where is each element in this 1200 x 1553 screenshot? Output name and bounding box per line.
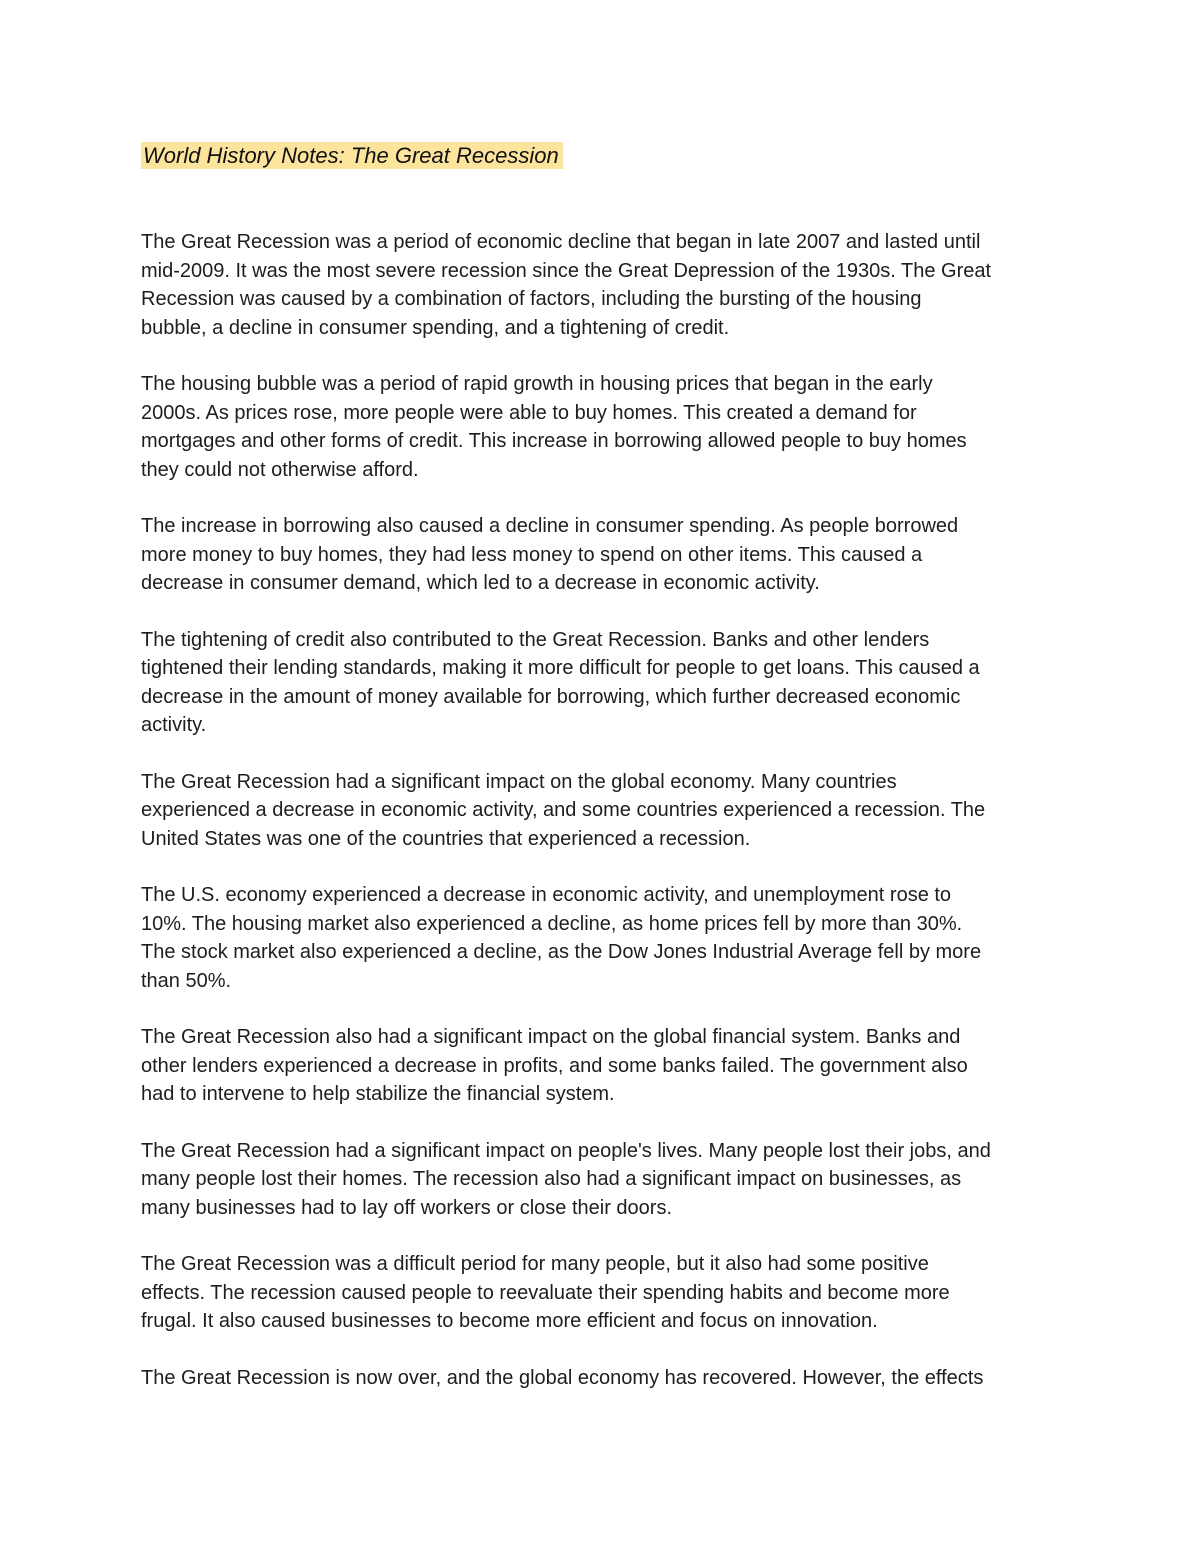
document-title — [141, 140, 563, 172]
document-body — [141, 228, 1071, 1420]
paragraph-7: The Great Recession also had a significant impact on the global financial system. Banks and other lenders experienced a decrease in profits, and some banks failed. The government also had to intervene to help stabilize the financial system. — [141, 1026, 968, 1105]
paragraph-4: The tightening of credit also contributed to the Great Recession. Banks and other lenders tightened their lending standards, making it more difficult for people to get loans. This caused a decrease in the amount of money available for borrowing, which further decreased economic activity. — [141, 628, 980, 736]
paragraph-1: The Great Recession was a period of economic decline that began in late 2007 and lasted until mid-2009. It was the most severe recession since the Great Depression of the 1930s. The Great Recession was caused by a combination of factors, including the bursting of the housing bubble, a decline in consumer spending, and a tightening of credit. — [141, 231, 992, 339]
document-title-text: World History Notes: The Great Recession — [141, 142, 563, 169]
paragraph-9: The Great Recession was a difficult period for many people, but it also had some positive effects. The recession caused people to reevaluate their spending habits and become more frugal. It also caused businesses to become more efficient and focus on innovation. — [141, 1253, 950, 1332]
paragraph-6: The U.S. economy experienced a decrease in economic activity, and unemployment rose to 10%. The housing market also experienced a decline, as home prices fell by more than 30%. The stock market also experienced a decline, as the Dow Jones Industrial Average fell by more than 50%. — [141, 884, 982, 992]
paragraph-8: The Great Recession had a significant impact on people's lives. Many people lost their jobs, and many people lost their homes. The recession also had a significant impact on businesses, as many businesses had to lay off workers or close their doors. — [141, 1139, 991, 1219]
paragraph-3: The increase in borrowing also caused a decline in consumer spending. As people borrowed more money to buy homes, they had less money to spend on other items. This caused a decrease in consumer demand, which led to a decrease in economic activity. — [141, 515, 959, 594]
paragraph-10: The Great Recession is now over, and the global economy has recovered. However, the effects — [141, 1366, 984, 1389]
paragraph-5: The Great Recession had a significant impact on the global economy. Many countries experienced a decrease in economic activity, and some countries experienced a recession. The United States was one of the countries that experienced a recession. — [141, 770, 986, 850]
paragraph-2: The housing bubble was a period of rapid growth in housing prices that began in the early 2000s. As prices rose, more people were able to buy homes. This created a demand for mortgages and other forms of credit. This increase in borrowing allowed people to buy homes they could not otherwise afford. — [141, 373, 967, 481]
